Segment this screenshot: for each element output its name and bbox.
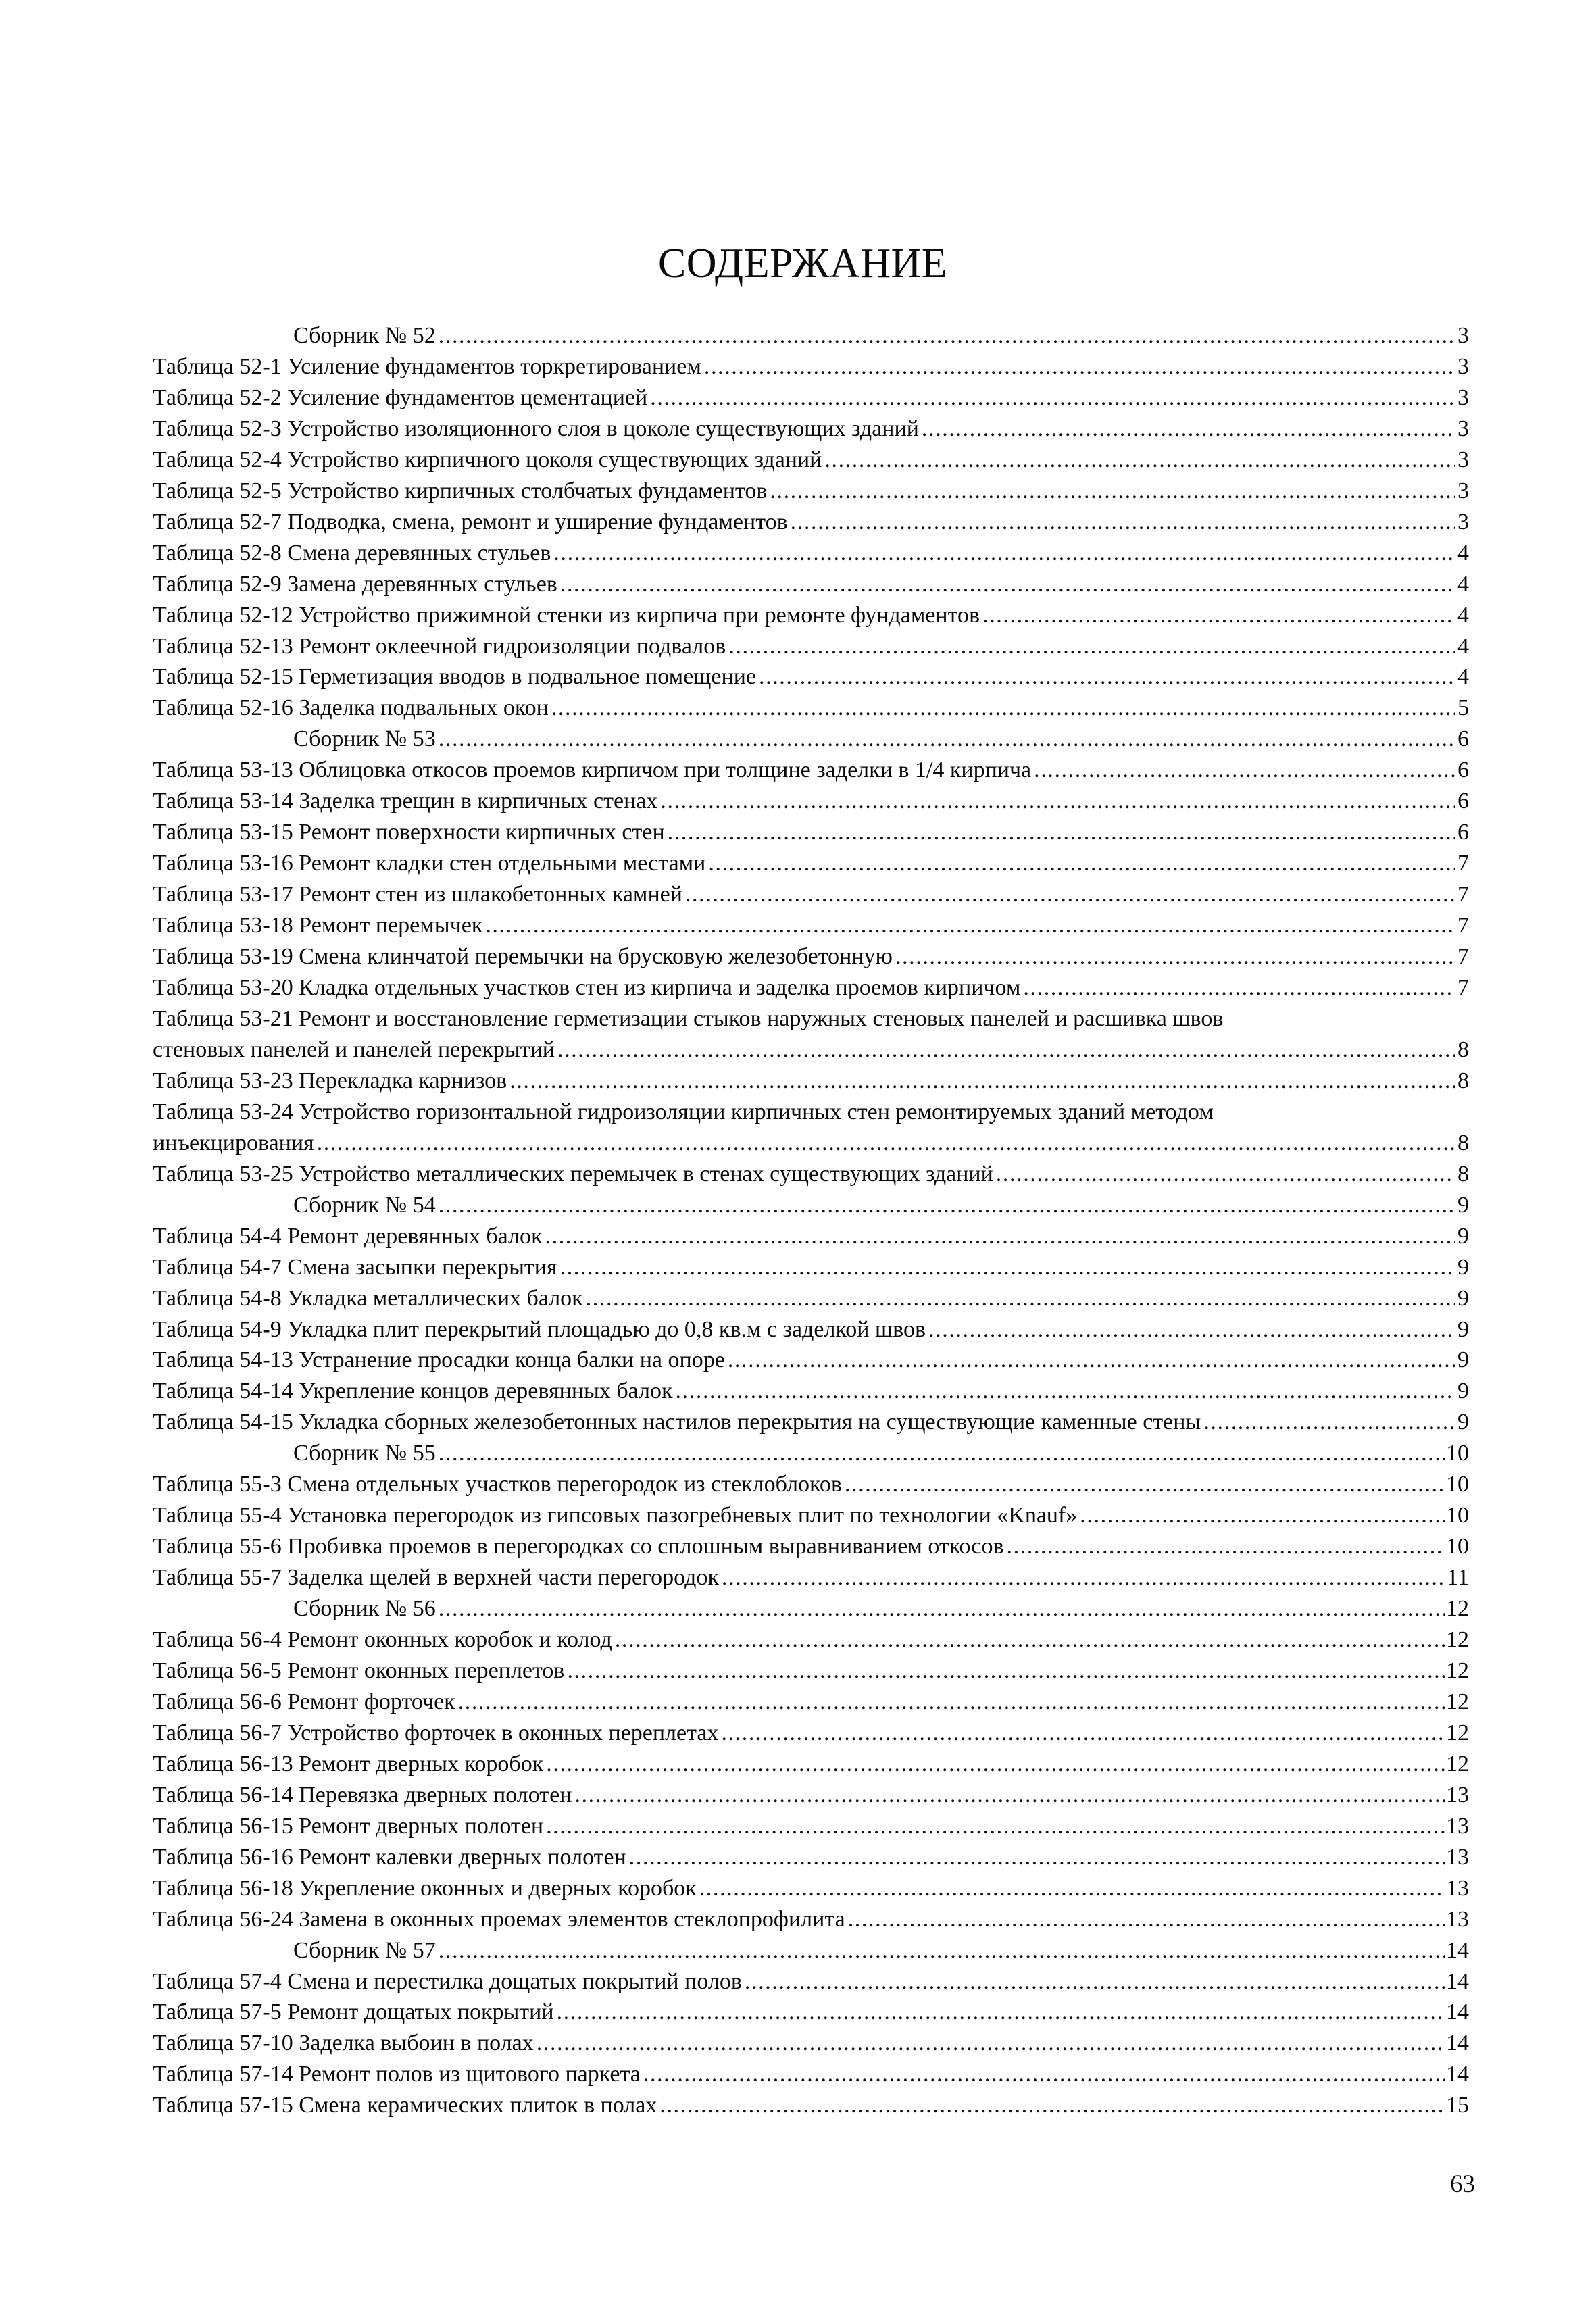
toc-entry[interactable] (153, 1345, 1469, 1376)
dot-leader (615, 1624, 1445, 1656)
toc-entry[interactable] (153, 848, 1469, 879)
toc-entry[interactable] (153, 600, 1469, 631)
toc-entry-label: Таблица 52-15 Герметизация вводов в подвальное помещение (153, 664, 756, 690)
toc-page-number: 14 (1446, 1968, 1469, 1994)
dot-leader (1203, 1407, 1455, 1438)
dot-leader (557, 1997, 1445, 2028)
dot-leader (699, 1873, 1445, 1904)
dot-leader (557, 1035, 1455, 1066)
toc-entry-label: Таблица 56-15 Ремонт дверных полотен (153, 1813, 544, 1839)
toc-entry-label: Сборник № 54 (293, 1192, 436, 1218)
toc-entry[interactable] (153, 1500, 1469, 1531)
toc-entry-label: Таблица 57-15 Смена керамических плиток в полах (153, 2093, 657, 2118)
toc-entry-label: Таблица 52-16 Заделка подвальных окон (153, 695, 549, 721)
toc-page-number: 12 (1446, 1720, 1469, 1745)
toc-page-number: 14 (1446, 2031, 1469, 2056)
dot-leader (560, 1252, 1455, 1283)
toc-page-number: 12 (1446, 1751, 1469, 1776)
toc-entry[interactable] (153, 1624, 1469, 1656)
toc-page-number: 3 (1457, 353, 1469, 379)
toc-page-number: 3 (1457, 384, 1469, 410)
dot-leader (1080, 1500, 1445, 1531)
toc-entry-label: Таблица 56-16 Ремонт калевки дверных полотен (153, 1844, 626, 1870)
toc-entry[interactable] (153, 1159, 1469, 1190)
toc-entry[interactable] (153, 2028, 1469, 2059)
toc-entry[interactable] (153, 1656, 1469, 1687)
dot-leader (629, 1842, 1445, 1873)
toc-entry[interactable] (153, 1749, 1469, 1780)
toc-page-number: 10 (1446, 1503, 1469, 1528)
toc-entry-label: Таблица 52-12 Устройство прижимной стенки из кирпича при ремонте фундаментов (153, 602, 980, 628)
toc-page-number: 12 (1446, 1627, 1469, 1653)
dot-leader (996, 1159, 1455, 1190)
toc-page-number: 4 (1457, 664, 1469, 690)
toc-page-number: 13 (1446, 1813, 1469, 1839)
toc-page-number: 9 (1457, 1192, 1469, 1218)
toc-entry[interactable] (153, 662, 1469, 693)
toc-page-number: 4 (1457, 571, 1469, 597)
toc-entry-label: Таблица 52-4 Устройство кирпичного цоколя существующих зданий (153, 447, 822, 472)
toc-page-number: 4 (1457, 633, 1469, 659)
toc-page-number: 3 (1457, 447, 1469, 472)
toc-page-number: 11 (1447, 1565, 1469, 1591)
dot-leader (439, 320, 1455, 351)
toc-entry-label: Таблица 54-8 Укладка металлических балок (153, 1285, 583, 1311)
toc-entry[interactable] (153, 1997, 1469, 2028)
toc-page-number: 9 (1457, 1254, 1469, 1280)
toc-entry-label: Таблица 52-2 Усиление фундаментов цементацией (153, 384, 648, 410)
toc-entry[interactable] (153, 351, 1469, 382)
toc-entry[interactable] (153, 2059, 1469, 2090)
toc-page-number: 8 (1457, 1130, 1469, 1155)
dot-leader (509, 1066, 1455, 1097)
toc-page-number: 7 (1457, 944, 1469, 970)
dot-leader (722, 1562, 1445, 1593)
toc-entry[interactable] (153, 941, 1469, 972)
dot-leader (848, 1904, 1445, 1935)
dot-leader (728, 631, 1455, 662)
dot-leader (922, 414, 1455, 445)
dot-leader (895, 941, 1455, 972)
toc-collection-heading[interactable] (153, 1438, 1469, 1469)
toc-entry[interactable] (153, 476, 1469, 507)
dot-leader (537, 2028, 1445, 2059)
dot-leader (485, 910, 1455, 941)
toc-entry-label: Таблица 53-24 Устройство горизонтальной гидроизоляции кирпичных стен ремонтируемых зданий методом (153, 1099, 1214, 1124)
dot-leader (551, 693, 1455, 724)
page-number: 63 (1450, 2170, 1475, 2198)
toc-page-number: 10 (1446, 1441, 1469, 1466)
toc-entry-label: Таблица 56-13 Ремонт дверных коробок (153, 1751, 544, 1776)
toc-page-number: 14 (1446, 2062, 1469, 2087)
toc-entry[interactable] (153, 755, 1469, 786)
toc-collection-heading[interactable] (153, 320, 1469, 351)
toc-entry[interactable] (153, 1718, 1469, 1749)
toc-page-number: 3 (1457, 478, 1469, 503)
dot-leader (317, 1128, 1455, 1159)
toc-collection-heading[interactable] (153, 1935, 1469, 1966)
toc-entry-label: Таблица 52-7 Подводка, смена, ремонт и уширение фундаментов (153, 509, 788, 534)
dot-leader (668, 817, 1455, 848)
toc-entry-label: Таблица 52-9 Замена деревянных стульев (153, 571, 557, 597)
toc-page-number: 3 (1457, 323, 1469, 348)
toc-entry[interactable] (153, 1097, 1469, 1159)
toc-entry-label: Таблица 53-18 Ремонт перемычек (153, 913, 483, 939)
page-title: СОДЕРЖАНИЕ (657, 241, 948, 287)
dot-leader (982, 600, 1455, 631)
toc-entry-label: Таблица 55-3 Смена отдельных участков перегородок из стеклоблоков (153, 1472, 842, 1497)
toc-entry[interactable] (153, 1469, 1469, 1500)
toc-page-number: 13 (1446, 1782, 1469, 1808)
toc-entry[interactable] (153, 1966, 1469, 1997)
dot-leader (439, 1438, 1445, 1469)
dot-leader (546, 1811, 1445, 1842)
dot-leader (1023, 972, 1455, 1003)
toc-entry[interactable] (153, 538, 1469, 569)
toc-collection-heading[interactable] (153, 1190, 1469, 1221)
toc-entry-label: Таблица 56-5 Ремонт оконных переплетов (153, 1658, 565, 1683)
toc-entry-label: Таблица 53-21 Ремонт и восстановление герметизации стыков наружных стеновых панелей и расшивка швов (153, 1005, 1224, 1031)
toc-entry-label: Таблица 54-4 Ремонт деревянных балок (153, 1223, 543, 1249)
dot-leader (770, 476, 1455, 507)
table-of-contents (153, 320, 1469, 2121)
dot-leader (458, 1687, 1445, 1718)
dot-leader (704, 351, 1455, 382)
toc-page-number: 9 (1457, 1316, 1469, 1342)
toc-entry[interactable] (153, 1252, 1469, 1283)
toc-entry-continuation (153, 1035, 1469, 1066)
toc-entry-label: Таблица 53-14 Заделка трещин в кирпичных стенах (153, 789, 658, 814)
dot-leader (643, 2059, 1445, 2090)
dot-leader (676, 1376, 1455, 1407)
toc-entry-label: Сборник № 53 (293, 726, 436, 752)
dot-leader (745, 1966, 1445, 1997)
toc-collection-heading[interactable] (153, 724, 1469, 755)
toc-collection-heading[interactable] (153, 1593, 1469, 1624)
toc-page-number: 7 (1457, 882, 1469, 907)
toc-entry-label: Таблица 55-7 Заделка щелей в верхней части перегородок (153, 1565, 719, 1591)
toc-page-number: 7 (1457, 913, 1469, 939)
toc-entry-label: Таблица 53-13 Облицовка откосов проемов кирпичом при толщине заделки в 1/4 кирпича (153, 757, 1032, 783)
toc-page-number: 8 (1457, 1037, 1469, 1062)
toc-entry-label: Таблица 53-20 Кладка отдельных участков стен из кирпича и заделка проемов кирпичом (153, 975, 1021, 1001)
toc-entry-label: Таблица 56-4 Ремонт оконных коробок и колод (153, 1627, 612, 1653)
dot-leader (439, 724, 1455, 755)
toc-entry[interactable] (153, 693, 1469, 724)
toc-entry[interactable] (153, 631, 1469, 662)
dot-leader (553, 538, 1455, 569)
toc-page-number: 13 (1446, 1906, 1469, 1932)
toc-entry[interactable] (153, 786, 1469, 817)
dot-leader (545, 1221, 1456, 1252)
toc-page-number: 10 (1446, 1534, 1469, 1560)
dot-leader (845, 1469, 1445, 1500)
toc-page-number: 7 (1457, 975, 1469, 1001)
toc-entry-label: Таблица 53-23 Перекладка карнизов (153, 1068, 507, 1093)
toc-page-number: 8 (1457, 1161, 1469, 1187)
toc-entry-label: Таблица 53-15 Ремонт поверхности кирпичных стен (153, 820, 665, 845)
dot-leader (567, 1656, 1445, 1687)
dot-leader (728, 1345, 1455, 1376)
toc-entry[interactable] (153, 1314, 1469, 1345)
toc-page-number: 9 (1457, 1347, 1469, 1373)
dot-leader (708, 848, 1455, 879)
toc-entry[interactable] (153, 1811, 1469, 1842)
dot-leader (721, 1718, 1445, 1749)
dot-leader (650, 382, 1455, 414)
toc-entry[interactable] (153, 1003, 1469, 1066)
toc-entry[interactable] (153, 1780, 1469, 1811)
toc-entry-label: Таблица 54-14 Укрепление концов деревянных балок (153, 1378, 673, 1404)
toc-entry-label: Сборник № 55 (293, 1441, 436, 1466)
toc-entry[interactable] (153, 2090, 1469, 2121)
toc-entry-label: Таблица 57-14 Ремонт полов из щитового паркета (153, 2062, 641, 2087)
toc-entry[interactable] (153, 1376, 1469, 1407)
toc-entry[interactable] (153, 507, 1469, 538)
dot-leader (824, 445, 1455, 476)
toc-page-number: 14 (1446, 1937, 1469, 1963)
toc-entry-label: Таблица 54-15 Укладка сборных железобетонных настилов перекрытия на существующие каменные стены (153, 1410, 1201, 1435)
dot-leader (439, 1935, 1445, 1966)
toc-entry-label: Сборник № 52 (293, 323, 436, 348)
toc-entry-label: Таблица 52-5 Устройство кирпичных столбчатых фундаментов (153, 478, 768, 503)
toc-page-number: 6 (1457, 757, 1469, 783)
toc-entry-label: Таблица 57-4 Смена и перестилка дощатых покрытий полов (153, 1968, 742, 1994)
dot-leader (791, 507, 1455, 538)
toc-page-number: 3 (1457, 509, 1469, 534)
toc-entry[interactable] (153, 1904, 1469, 1935)
dot-leader (546, 1749, 1445, 1780)
toc-entry[interactable] (153, 910, 1469, 941)
toc-page-number: 10 (1446, 1472, 1469, 1497)
toc-entry-label-continued: стеновых панелей и панелей перекрытий (153, 1037, 555, 1062)
toc-entry-label: Таблица 55-4 Установка перегородок из гипсовых пазогребневых плит по технологии «Knauf» (153, 1503, 1078, 1528)
toc-entry-label: Таблица 54-9 Укладка плит перекрытий площадью до 0,8 кв.м с заделкой швов (153, 1316, 926, 1342)
toc-entry[interactable] (153, 1562, 1469, 1593)
toc-entry-label: Таблица 53-17 Ремонт стен из шлакобетонных камней (153, 882, 682, 907)
toc-page-number: 9 (1457, 1285, 1469, 1311)
toc-page-number: 4 (1457, 602, 1469, 628)
dot-leader (659, 2090, 1445, 2121)
toc-entry[interactable] (153, 972, 1469, 1003)
toc-entry-continuation (153, 1128, 1469, 1159)
toc-page-number: 13 (1446, 1875, 1469, 1901)
toc-page-number: 9 (1457, 1410, 1469, 1435)
toc-entry[interactable] (153, 1873, 1469, 1904)
toc-entry-label: Таблица 53-25 Устройство металлических перемычек в стенах существующих зданий (153, 1161, 993, 1187)
toc-entry-label: Таблица 52-1 Усиление фундаментов торкретированием (153, 353, 701, 379)
toc-page-number: 8 (1457, 1068, 1469, 1093)
toc-page-number: 14 (1446, 1999, 1469, 2025)
toc-entry-label-continued: инъекцирования (153, 1130, 314, 1155)
toc-entry-label: Таблица 52-3 Устройство изоляционного слоя в цоколе существующих зданий (153, 416, 919, 441)
toc-page-number: 12 (1446, 1689, 1469, 1714)
toc-entry-label: Таблица 52-8 Смена деревянных стульев (153, 540, 551, 566)
toc-page-number: 13 (1446, 1844, 1469, 1870)
toc-page-number: 12 (1446, 1596, 1469, 1622)
toc-entry-label: Таблица 53-16 Ремонт кладки стен отдельными местами (153, 851, 706, 876)
toc-entry[interactable] (153, 879, 1469, 910)
dot-leader (759, 662, 1455, 693)
dot-leader (685, 879, 1455, 910)
dot-leader (1034, 755, 1455, 786)
dot-leader (439, 1190, 1455, 1221)
toc-entry-label: Таблица 56-14 Перевязка дверных полотен (153, 1782, 572, 1808)
toc-entry-label: Таблица 57-10 Заделка выбоин в полах (153, 2031, 534, 2056)
toc-entry[interactable] (153, 569, 1469, 600)
toc-entry[interactable] (153, 414, 1469, 445)
toc-entry[interactable] (153, 1221, 1469, 1252)
toc-entry[interactable] (153, 1407, 1469, 1438)
toc-page-number: 9 (1457, 1223, 1469, 1249)
toc-entry[interactable] (153, 1842, 1469, 1873)
dot-leader (439, 1593, 1445, 1624)
toc-entry-label: Таблица 54-7 Смена засыпки перекрытия (153, 1254, 557, 1280)
toc-entry[interactable] (153, 445, 1469, 476)
toc-entry-label: Таблица 56-6 Ремонт форточек (153, 1689, 455, 1714)
toc-entry-label: Сборник № 57 (293, 1937, 436, 1963)
toc-page-number: 7 (1457, 851, 1469, 876)
toc-page-number: 9 (1457, 1378, 1469, 1404)
toc-entry-label: Таблица 56-24 Замена в оконных проемах элементов стеклопрофилита (153, 1906, 845, 1932)
toc-entry-label: Таблица 55-6 Пробивка проемов в перегородках со сплошным выравниванием откосов (153, 1534, 1004, 1560)
dot-leader (660, 786, 1455, 817)
dot-leader (928, 1314, 1455, 1345)
toc-entry[interactable] (153, 1066, 1469, 1097)
toc-page-number: 4 (1457, 540, 1469, 566)
toc-page-number: 3 (1457, 416, 1469, 441)
toc-entry-label: Таблица 56-7 Устройство форточек в оконных переплетах (153, 1720, 719, 1745)
dot-leader (574, 1780, 1445, 1811)
toc-entry[interactable] (153, 382, 1469, 414)
toc-entry-label: Таблица 56-18 Укрепление оконных и дверных коробок (153, 1875, 697, 1901)
toc-entry[interactable] (153, 1687, 1469, 1718)
dot-leader (560, 569, 1455, 600)
toc-entry-label: Таблица 57-5 Ремонт дощатых покрытий (153, 1999, 554, 2025)
toc-page-number: 12 (1446, 1658, 1469, 1683)
toc-entry-label: Таблица 52-13 Ремонт оклеечной гидроизоляции подвалов (153, 633, 726, 659)
toc-page-number: 5 (1457, 695, 1469, 721)
toc-entry[interactable] (153, 1531, 1469, 1562)
toc-page-number: 6 (1457, 726, 1469, 752)
toc-page-number: 6 (1457, 820, 1469, 845)
toc-entry-label: Таблица 53-19 Смена клинчатой перемычки на брусковую железобетонную (153, 944, 893, 970)
toc-entry-label: Сборник № 56 (293, 1596, 436, 1622)
dot-leader (1007, 1531, 1445, 1562)
toc-page-number: 15 (1446, 2093, 1469, 2118)
toc-page-number: 6 (1457, 789, 1469, 814)
toc-entry[interactable] (153, 1283, 1469, 1314)
dot-leader (586, 1283, 1455, 1314)
toc-entry-label: Таблица 54-13 Устранение просадки конца балки на опоре (153, 1347, 725, 1373)
toc-entry[interactable] (153, 817, 1469, 848)
